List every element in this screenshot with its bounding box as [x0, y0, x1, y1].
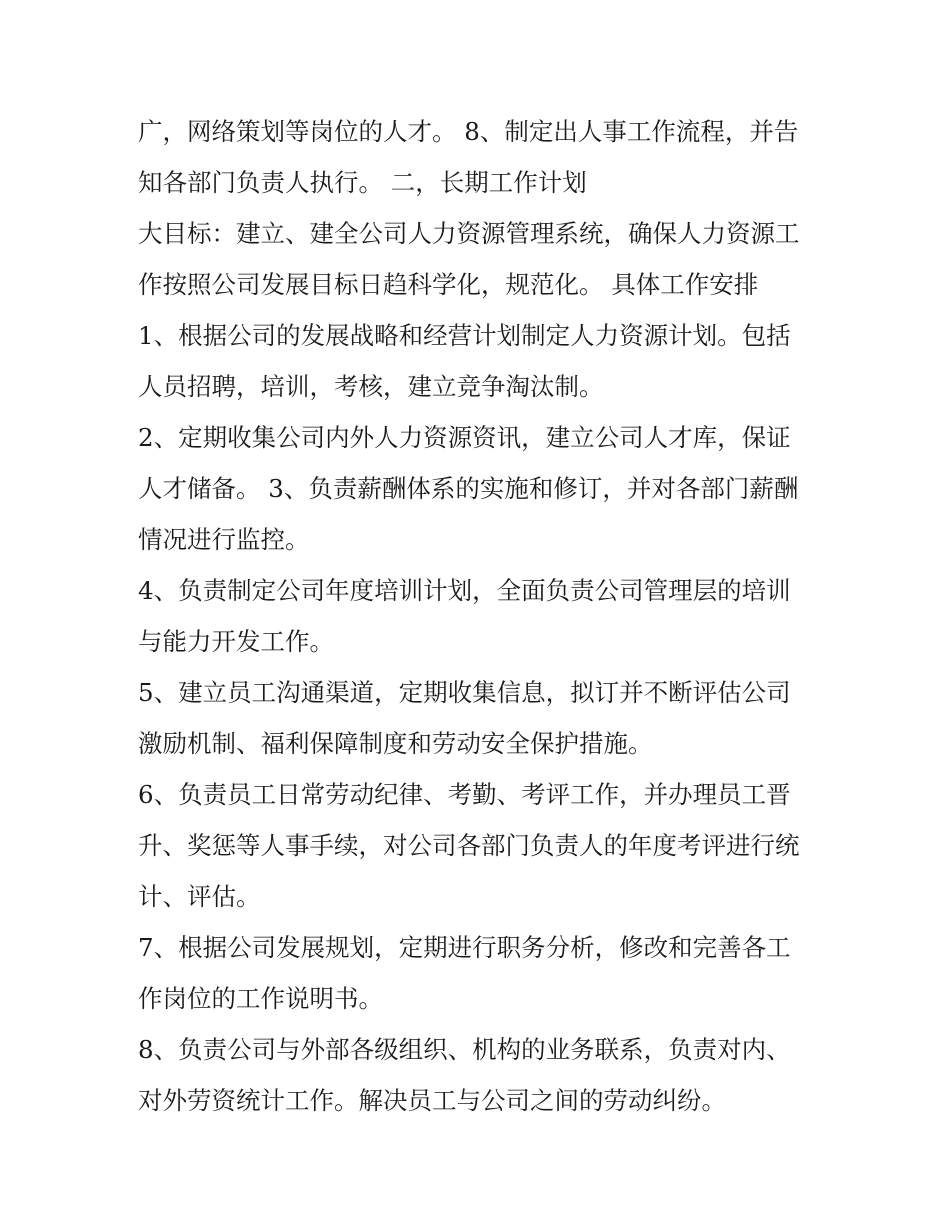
text-line: 4、负责制定公司年度培训计划，全面负责公司管理层的培训 — [138, 576, 791, 605]
text-line: 大目标：建立、建全公司人力资源管理系统，确保人力资源工 — [138, 219, 800, 248]
text-line: 激励机制、福利保障制度和劳动安全保护措施。 — [138, 729, 653, 758]
text-line: 1、根据公司的发展战略和经营计划制定人力资源计划。包括 — [138, 321, 791, 350]
text-line: 作按照公司发展目标日趋科学化，规范化。 具体工作安排 — [138, 270, 759, 299]
text-line: 人才储备。 3、负责薪酬体系的实施和修订，并对各部门薪酬 — [138, 474, 799, 503]
text-line: 与能力开发工作。 — [138, 627, 334, 656]
text-line: 广，网络策划等岗位的人才。 8、制定出人事工作流程，并告 — [138, 117, 799, 146]
text-line: 7、根据公司发展规划，定期进行职务分析，修改和完善各工 — [138, 933, 791, 962]
body-text — [138, 106, 818, 1126]
text-line: 人员招聘，培训，考核，建立竞争淘汰制。 — [138, 372, 604, 401]
text-line: 对外劳资统计工作。解决员工与公司之间的劳动纠纷。 — [138, 1086, 726, 1115]
text-line: 作岗位的工作说明书。 — [138, 984, 383, 1013]
text-line: 计、评估。 — [138, 882, 261, 911]
text-line: 升、奖惩等人事手续，对公司各部门负责人的年度考评进行统 — [138, 831, 800, 860]
text-line: 5、建立员工沟通渠道，定期收集信息，拟订并不断评估公司 — [138, 678, 791, 707]
text-line: 6、负责员工日常劳动纪律、考勤、考评工作，并办理员工晋 — [138, 780, 791, 809]
text-line: 8、负责公司与外部各级组织、机构的业务联系，负责对内、 — [138, 1035, 791, 1064]
text-line: 知各部门负责人执行。 二，长期工作计划 — [138, 168, 587, 197]
text-line: 2、定期收集公司内外人力资源资讯，建立公司人才库，保证 — [138, 423, 791, 452]
text-line: 情况进行监控。 — [138, 525, 310, 554]
